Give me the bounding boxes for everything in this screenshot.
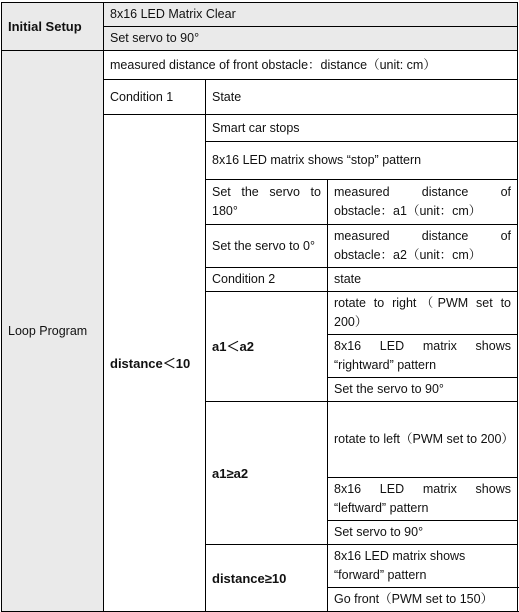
right-led: 8x16 LED matrix shows “rightward” pattern xyxy=(328,335,518,378)
initial-setup-label: Initial Setup xyxy=(2,3,104,51)
left-condition: a1≥a2 xyxy=(206,402,328,545)
right-condition: a1＜a2 xyxy=(206,292,328,402)
loop-row-measure xyxy=(2,51,518,80)
loop-program-label: Loop Program xyxy=(2,51,104,612)
left-led: 8x16 LED matrix shows “leftward” pattern xyxy=(328,478,518,521)
measure-a2-text: measured distance of obstacle：a2（unit：cm） xyxy=(328,225,518,268)
condition-2-header: Condition 2 xyxy=(206,268,328,292)
setup-led-clear: 8x16 LED Matrix Clear xyxy=(104,3,518,27)
measure-front-text: measured distance of front obstacle：distance（unit: cm） xyxy=(104,51,518,80)
measure-a1-text: measured distance of obstacle：a1（unit：cm） xyxy=(328,180,518,225)
far-led: 8x16 LED matrix shows “forward” pattern xyxy=(328,545,518,588)
state-header: State xyxy=(206,80,518,115)
left-rotate: rotate to left（PWM set to 200） xyxy=(328,402,518,478)
right-servo: Set the servo to 90° xyxy=(328,378,518,402)
left-servo: Set servo to 90° xyxy=(328,521,518,545)
near-stop-led: 8x16 LED matrix shows “stop” pattern xyxy=(206,142,518,180)
program-table xyxy=(1,2,518,612)
servo-180-text: Set the servo to 180° xyxy=(206,180,328,225)
far-go: Go front（PWM set to 150） xyxy=(328,588,518,612)
servo-0-text: Set the servo to 0° xyxy=(206,225,328,268)
near-condition: distance＜10 xyxy=(104,115,206,612)
far-condition: distance≥10 xyxy=(206,545,328,612)
condition-1-header: Condition 1 xyxy=(104,80,206,115)
near-stop: Smart car stops xyxy=(206,115,518,142)
state-2-header: state xyxy=(328,268,518,292)
right-rotate: rotate to right（PWM set to 200） xyxy=(328,292,518,335)
setup-servo-90: Set servo to 90° xyxy=(104,27,518,51)
initial-setup-row-1 xyxy=(2,3,518,27)
